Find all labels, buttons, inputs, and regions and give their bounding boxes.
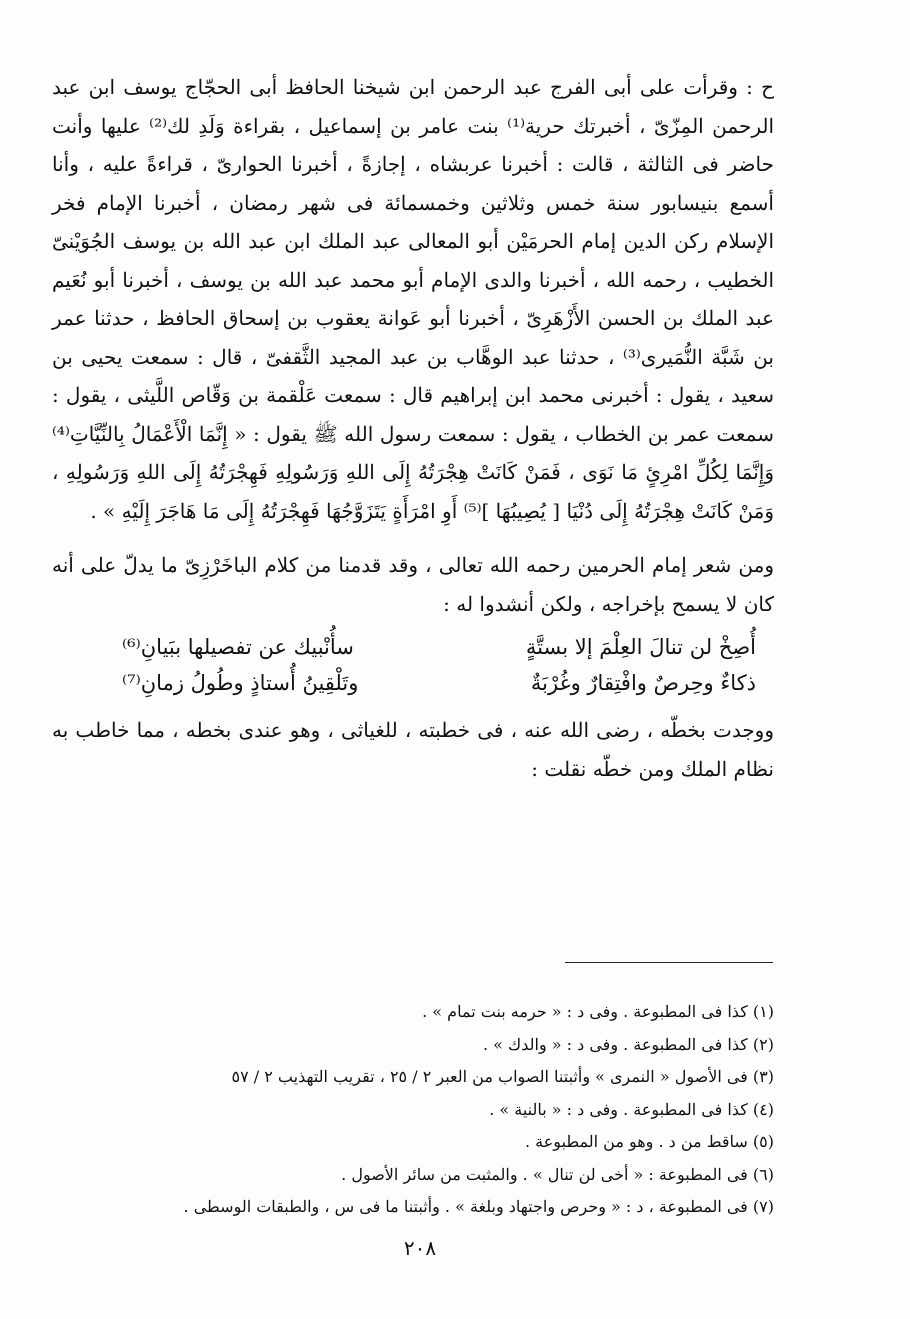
verse-1-second-hemistich: سأُنْبيك عن تفصيلها ببَيانِ⁽⁶⁾ xyxy=(122,635,354,659)
footnote: (١) كذا فى المطبوعة . وفى د : « حرمه بنت تمام » . xyxy=(422,1002,774,1021)
footnote-separator xyxy=(565,962,773,963)
footnote: (٦) فى المطبوعة : « أخى لن تنال » . والمثبت من سائر الأصول . xyxy=(341,1164,774,1184)
closing-paragraph: ووجدت بخطّه ، رضى الله عنه ، فى خطبته ، للغياثى ، وهو عندى بخطه ، مما خاطب به نظام الملك ومن خطّه نقلت : xyxy=(52,718,774,781)
footnote: (٣) فى الأصول « النمرى » وأثبتنا الصواب من العبر ٢ / ٢٥ ، تقريب التهذيب ٢ / ٥٧ xyxy=(231,1067,774,1086)
poetry-intro-paragraph: ومن شعر إمام الحرمين رحمه الله تعالى ، وقد قدمنا من كلام الباخَرْزِىّ ما يدلّ على أنه كان لا يسمح بإخراجه ، ولكن أنشدوا له : xyxy=(52,553,774,616)
verse-2-first-hemistich: ذكاءٌ وحِرصٌ وافْتِقارٌ وغُرْبَةٌ xyxy=(530,671,756,695)
page-number: ٢٠٨ xyxy=(403,1236,437,1260)
footnote: (٤) كذا فى المطبوعة . وفى د : « بالنية » . xyxy=(489,1099,774,1119)
footnote: (٥) ساقط من د . وهو من المطبوعة . xyxy=(524,1132,774,1151)
verse-1-first-hemistich: أُصِخْ لن تنالَ العِلْمَ إلا بستَّةٍ xyxy=(525,635,756,659)
hadith-paragraph: ح : وقرأت على أبى الفرج عبد الرحمن ابن شيخنا الحافظ أبى الحجّاج يوسف ابن عبد الرحمن المِزّىّ ، أخبرتك حرية⁽¹⁾ بنت عامر بن إسماعيل ، بقراءة وَلَدِ لك⁽²⁾ عليها وأنت حاضر فى الثالثة ، قالت : أخبرنا عربشاه ، إجازةً ، أخبرنا الحوارىّ ، قراءةً عليه ، وأنا أسمع بنيسابور سنة خمس وثلاثين وخمسمائة فى شهر رمضان ، أخبرنا الإمام فخر الإسلام ركن الدين إمام الحرمَيْن أبو المعالى عبد الملك ابن عبد الله بن يوسف الجُوَيْنىّ الخطيب ، رحمه الله ، أخبرنا والدى الإمام أبو محمد عبد الله بن يوسف ، أخبرنا أبو نُعَيم عبد الملك بن الحسن الأَزْهَرِىّ ، أخبرنا أبو عَوانة يعقوب بن إسحاق الحافظ ، حدثنا عمر بن شَبَّة النُّمَيرى⁽³⁾ ، حدثنا عبد الوهَّاب بن عبد المجيد الثَّقفىّ ، قال : سمعت يحيى بن سعيد ، يقول : أخبرنى محمد ابن إبراهيم قال : سمعت عَلْقمة بن وَقّاص اللَّيثى ، يقول : سمعت عمر بن الخطاب ، يقول : سمعت رسول الله ﷺ يقول : « إِنَّمَا الْأَعْمَالُ بِالنِّيَّاتِ⁽⁴⁾ وَإِنَّمَا لِكُلِّ امْرِئٍ مَا نَوَى ، فَمَنْ كَانَتْ هِجْرَتُهُ إِلَى اللهِ وَرَسُولِهِ فَهِجْرَتُهُ إِلَى اللهِ وَرَسُولِهِ ، وَمَنْ كَانَتْ هِجْرَتُهُ إِلَى دُنْيَا [ يُصِيبُهَا ]⁽⁵⁾ أَوِ امْرَأَةٍ يَتَزَوَّجُهَا فَهِجْرَتُهُ إِلَى مَا هَاجَرَ إِلَيْهِ » . xyxy=(52,75,775,523)
main-text xyxy=(52,68,774,788)
footnote: (٧) فى المطبوعة ، د : « وحرص واجتهاد وبلغة » . وأثبتنا ما فى س ، والطبقات الوسطى . xyxy=(183,1197,774,1216)
footnotes xyxy=(170,996,774,1224)
footnote: (٢) كذا فى المطبوعة . وفى د : « والدك » . xyxy=(483,1034,774,1054)
verse-1 xyxy=(52,629,774,665)
poem xyxy=(52,629,774,701)
verse-2 xyxy=(52,665,774,701)
verse-2-second-hemistich: وتَلْقِينُ أُستاذٍ وطُولُ زمانِ⁽⁷⁾ xyxy=(122,671,359,695)
